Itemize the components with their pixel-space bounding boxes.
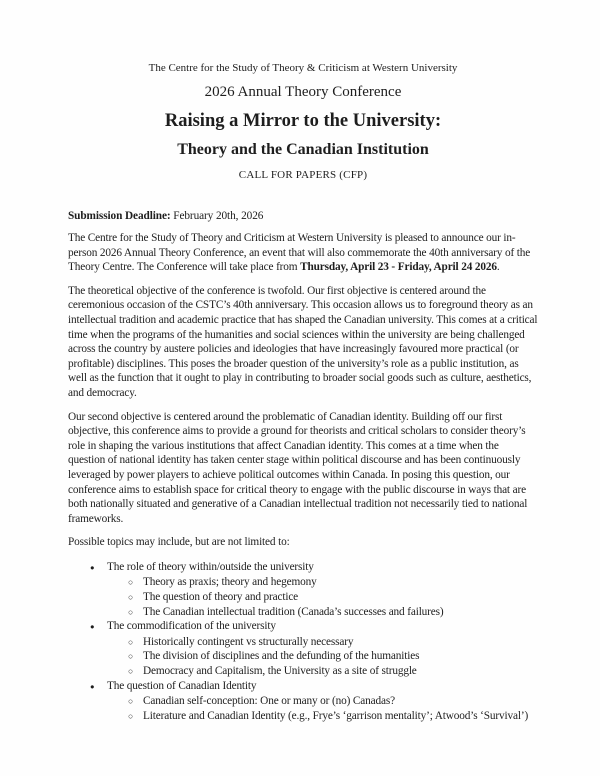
submission-deadline-line — [68, 210, 538, 222]
document-title-line-2: Theory and the Canadian Institution — [177, 141, 429, 158]
filled-bullet-icon: ● — [90, 622, 95, 632]
subtopic-label: Canadian self-conception: One or many or (no) Canadas? — [143, 695, 395, 708]
filled-bullet-icon: ● — [90, 562, 95, 572]
subtopic-item — [68, 605, 538, 620]
document-title-line-1: Raising a Mirror to the University: — [164, 111, 442, 131]
subtopic-label: The Canadian intellectual tradition (Canada’s successes and failures) — [143, 605, 444, 618]
circle-bullet-icon: ○ — [128, 710, 133, 721]
circle-bullet-icon: ○ — [128, 651, 133, 662]
circle-bullet-icon: ○ — [128, 577, 133, 588]
circle-bullet-icon: ○ — [128, 606, 133, 617]
subtopic-item — [68, 649, 538, 664]
subtopic-label: The division of disciplines and the defunding of the humanities — [143, 650, 420, 663]
organization-line: The Centre for the Study of Theory & Criticism at Western University — [148, 62, 458, 74]
body-paragraphs — [68, 231, 538, 526]
topic-label: The role of theory within/outside the university — [107, 560, 314, 573]
topic-label: The commodification of the university — [107, 620, 276, 633]
conference-line: 2026 Annual Theory Conference — [204, 84, 402, 100]
subtopic-label: Literature and Canadian Identity (e.g., Frye’s ‘garrison mentality’; Atwood’s ‘Survival’) — [143, 709, 529, 722]
circle-bullet-icon: ○ — [128, 696, 133, 707]
subtopic-label: Democracy and Capitalism, the University as a site of struggle — [143, 665, 417, 678]
subtopic-item — [68, 635, 538, 650]
paragraph-text-run: The theoretical objective of the conference is twofold. Our first objective is centered around the ceremonious occasion of the CSTC’s 40th anniversary. This occasion allows us to foreground theory as an intellectual tradition and academic practice that has shaped the Canadian university. This comes at a critical time when the programs of the humanities and social sciences within the university are being challenged across the country by austere policies and ideologies that have increasingly favoured more practical (or profitable) disciplines. This poses the broader question of the university’s role as a public institution, as well as the function that it ought to play in contributing to broader social goods such as culture, aesthetics, and democracy. — [68, 284, 538, 399]
topic-label: The question of Canadian Identity — [107, 679, 257, 692]
body-paragraph — [68, 231, 538, 275]
subtopic-item — [68, 709, 538, 724]
subtopic-label: Historically contingent vs structurally necessary — [143, 635, 354, 648]
subtopic-item — [68, 590, 538, 605]
subtopic-label: The question of theory and practice — [143, 591, 299, 604]
topic-item — [68, 619, 538, 635]
topic-item — [68, 679, 538, 695]
paragraph-bold-run: Thursday, April 23 - Friday, April 24 2026 — [300, 261, 497, 274]
topic-item — [68, 560, 538, 576]
paragraph-text-run: Our second objective is centered around the problematic of Canadian identity. Building off our first objective, this conference aims to provide a ground for theorists and critical scholars to consider theory’s role in shaping the various institutions that affect Canadian identity. This comes at a time when the question of national identity has taken center stage within political discourse and has been continuously leveraged by power players to achieve political outcomes within Canada. In posing this question, our conference aims to establish space for critical theory to engage with the public discourse in ways that are both nationally situated and generative of a Canadian intellectual tradition not necessarily tied to national frameworks. — [68, 410, 528, 525]
subtopic-item — [68, 694, 538, 709]
topics-list — [68, 560, 538, 724]
body-paragraph — [68, 410, 538, 527]
body-paragraph — [68, 284, 538, 401]
topics-intro-line: Possible topics may include, but are not limited to: — [68, 536, 290, 549]
circle-bullet-icon: ○ — [128, 666, 133, 677]
circle-bullet-icon: ○ — [128, 592, 133, 603]
paragraph-text-run: The Centre for the Study of Theory and Criticism at Western University is pleased to announce our in-person 2026 Annual Theory Conference, an event that will also commemorate the 40th anniversary of the Theory Centre. The Conference will take place from — [68, 232, 531, 274]
circle-bullet-icon: ○ — [128, 636, 133, 647]
paragraph-text-run: . — [496, 261, 500, 274]
cfp-subtitle: CALL FOR PAPERS (CFP) — [238, 169, 368, 181]
subtopic-label: Theory as praxis; theory and hegemony — [143, 576, 317, 589]
subtopic-item — [68, 575, 538, 590]
document-header — [68, 62, 538, 181]
subtopic-item — [68, 664, 538, 679]
filled-bullet-icon: ● — [90, 681, 95, 691]
submission-deadline-label: Submission Deadline: — [68, 210, 171, 222]
submission-deadline-value: February 20th, 2026 — [170, 210, 264, 222]
